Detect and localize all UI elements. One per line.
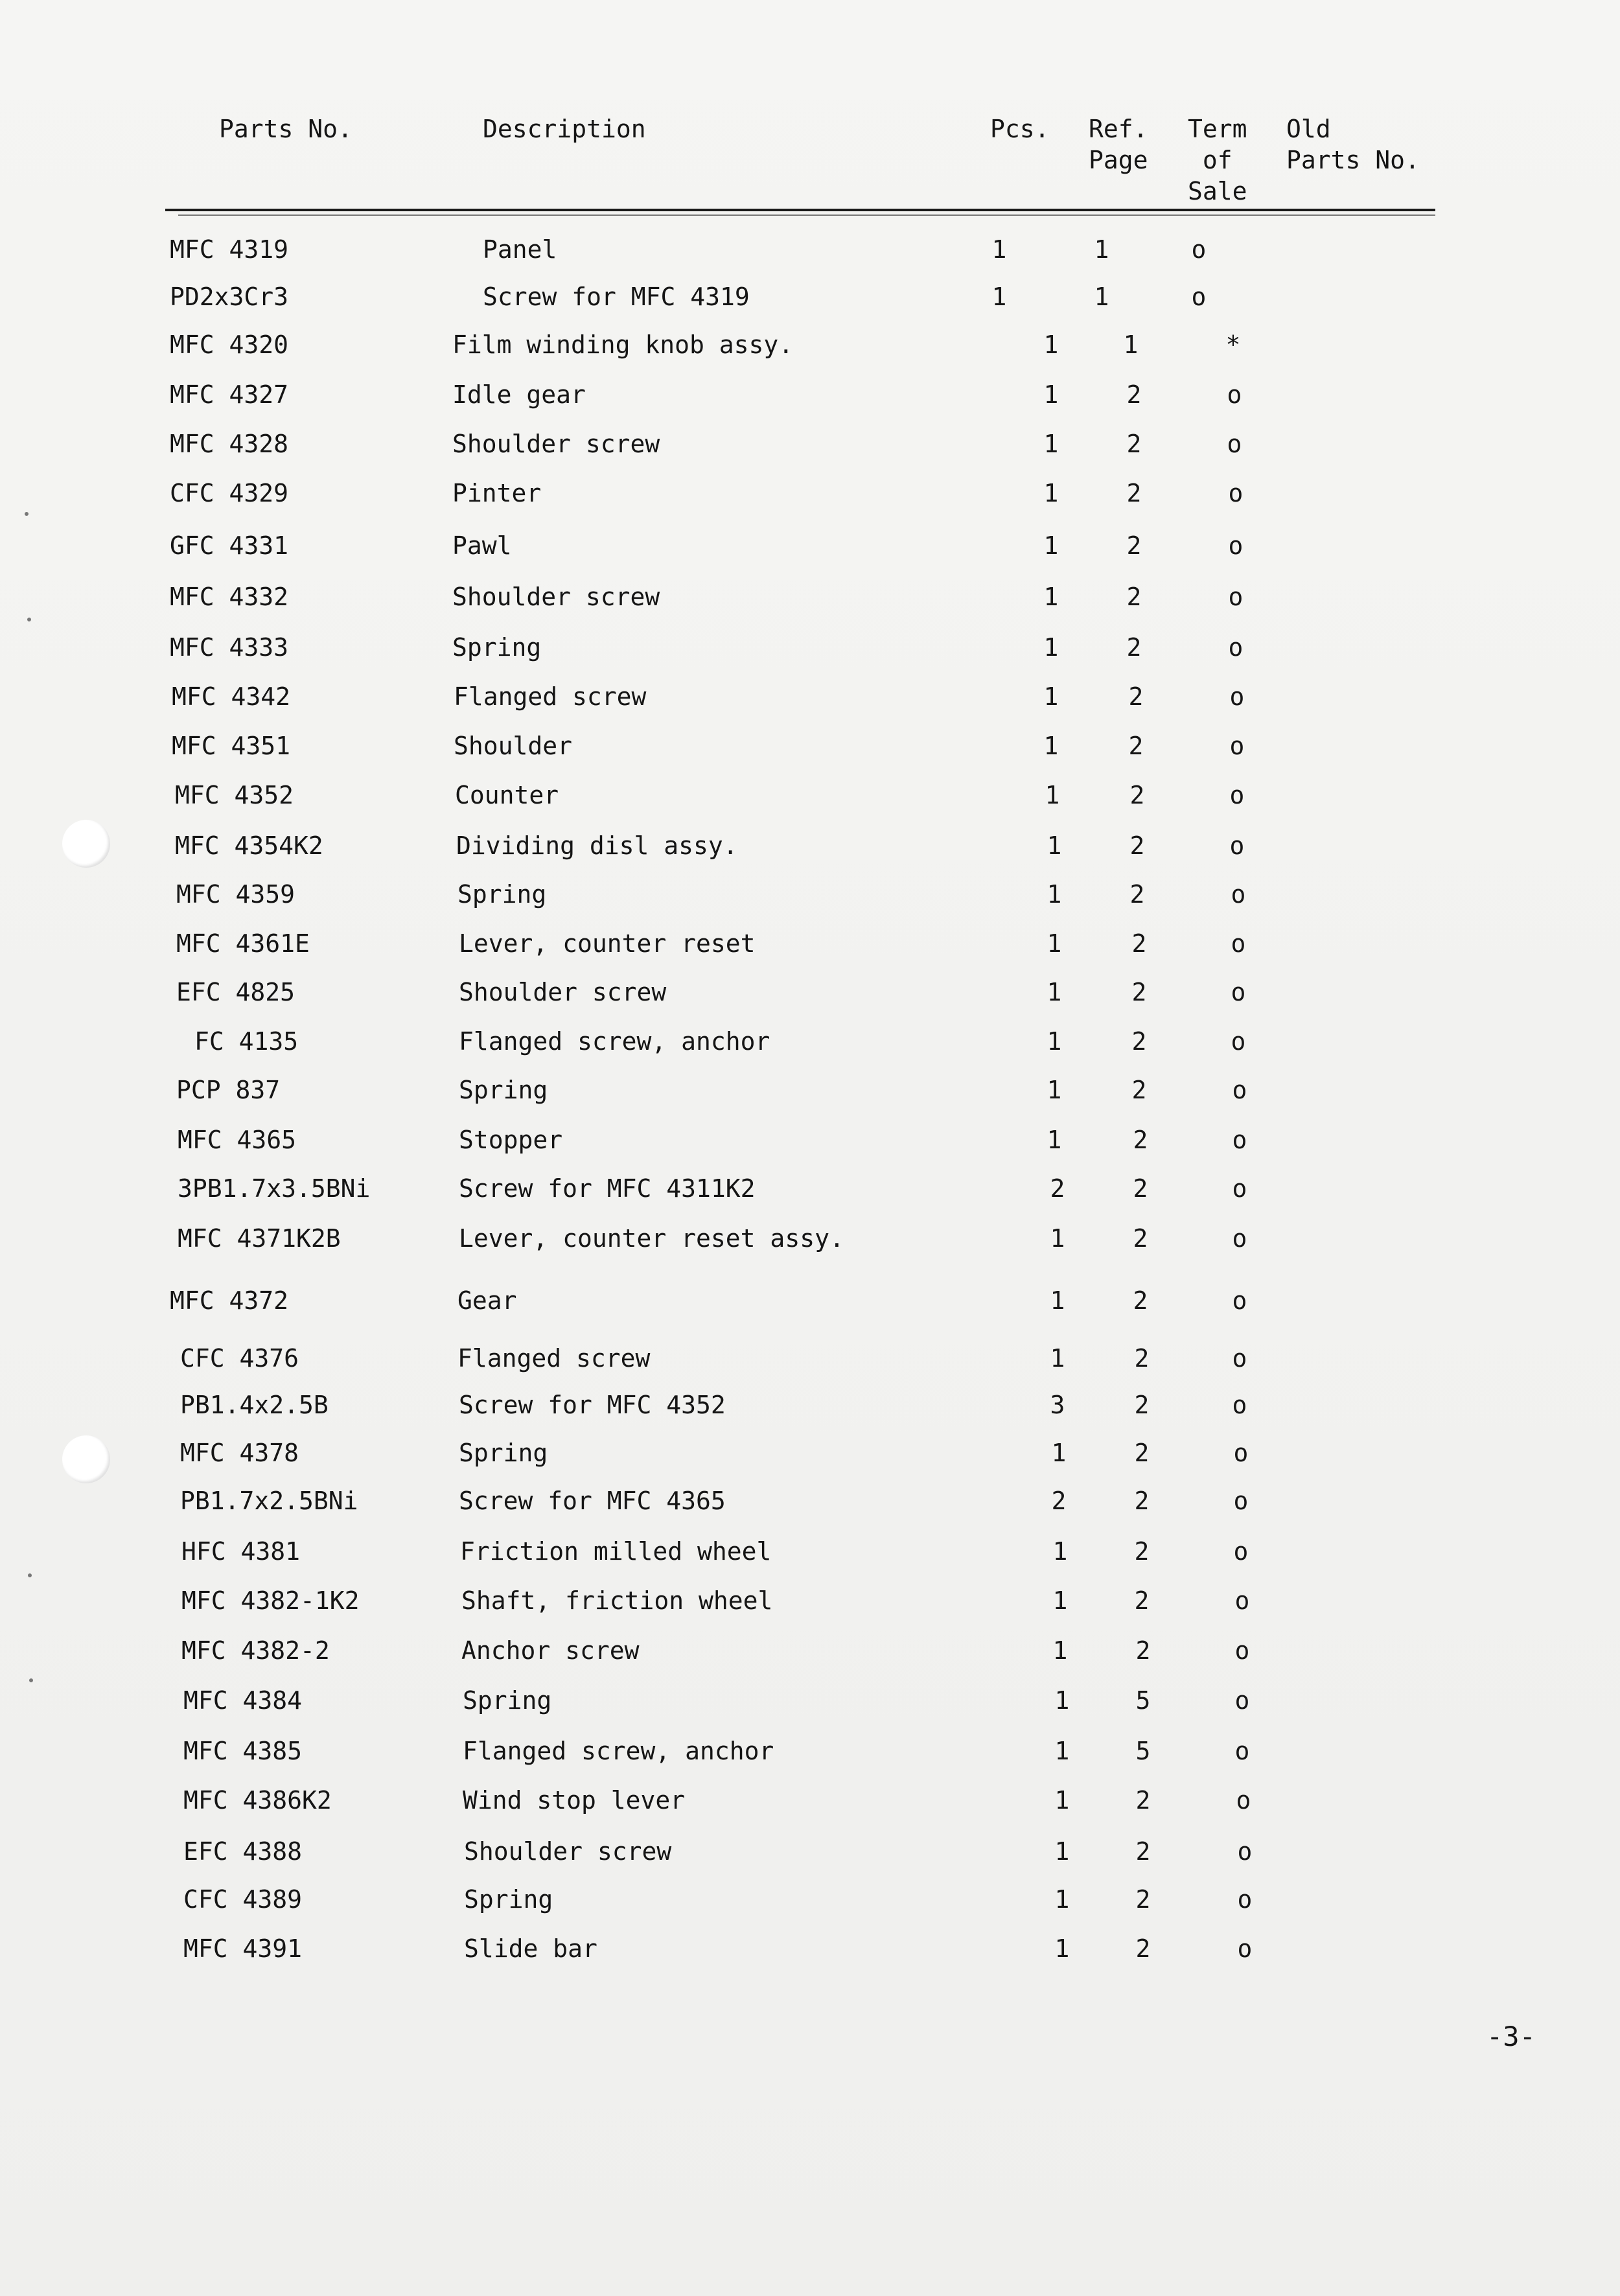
parts-no: MFC 4386K2 bbox=[183, 1786, 332, 1815]
parts-no: MFC 4333 bbox=[170, 633, 289, 662]
term-of-sale: o bbox=[1191, 283, 1207, 311]
parts-no: GFC 4331 bbox=[170, 531, 289, 560]
description: Counter bbox=[455, 781, 559, 809]
header-ref-line2: Page bbox=[1089, 146, 1148, 174]
table-row bbox=[0, 826, 1620, 865]
parts-no: PB1.7x2.5BNi bbox=[180, 1487, 358, 1515]
ref-page: 2 bbox=[1128, 732, 1144, 760]
table-row bbox=[0, 1631, 1620, 1670]
pcs: 1 bbox=[1043, 583, 1059, 611]
parts-no: MFC 4352 bbox=[175, 781, 294, 809]
pcs: 1 bbox=[1050, 1286, 1065, 1315]
ref-page: 2 bbox=[1133, 1286, 1148, 1315]
description: Shoulder screw bbox=[452, 583, 660, 611]
header-description-text: Description bbox=[483, 115, 646, 143]
term-of-sale: o bbox=[1231, 978, 1246, 1006]
parts-no: CFC 4329 bbox=[170, 479, 289, 507]
ref-page: 2 bbox=[1135, 1934, 1151, 1963]
ref-page: 2 bbox=[1134, 1439, 1150, 1467]
table-row bbox=[0, 1219, 1620, 1258]
header-parts-no bbox=[219, 113, 353, 145]
parts-no: MFC 4385 bbox=[183, 1737, 303, 1765]
ref-page: 2 bbox=[1133, 1174, 1148, 1203]
pcs: 1 bbox=[1043, 330, 1059, 359]
parts-no: MFC 4320 bbox=[170, 330, 289, 359]
term-of-sale: o bbox=[1234, 1737, 1250, 1765]
term-of-sale: o bbox=[1232, 1344, 1247, 1373]
table-row bbox=[0, 726, 1620, 765]
term-of-sale: o bbox=[1233, 1439, 1249, 1467]
description: Anchor screw bbox=[461, 1636, 640, 1665]
pcs: 1 bbox=[991, 235, 1007, 264]
term-of-sale: o bbox=[1234, 1636, 1250, 1665]
table-row bbox=[0, 1880, 1620, 1919]
description: Flanged screw bbox=[454, 682, 647, 711]
table-row bbox=[0, 1071, 1620, 1109]
term-of-sale: o bbox=[1227, 430, 1242, 458]
term-of-sale: o bbox=[1232, 1286, 1247, 1315]
table-row bbox=[0, 973, 1620, 1012]
parts-no: MFC 4354K2 bbox=[175, 831, 323, 860]
ref-page: 2 bbox=[1129, 880, 1145, 909]
description: Pawl bbox=[452, 531, 512, 560]
description: Spring bbox=[459, 1439, 548, 1467]
term-of-sale: o bbox=[1228, 633, 1244, 662]
description: Spring bbox=[459, 1076, 548, 1104]
table-row bbox=[0, 1281, 1620, 1320]
table-row bbox=[0, 924, 1620, 963]
description: Spring bbox=[463, 1686, 552, 1715]
description: Flanged screw, anchor bbox=[459, 1027, 770, 1056]
pcs: 1 bbox=[1054, 1686, 1070, 1715]
ref-page: 2 bbox=[1134, 1537, 1150, 1566]
term-of-sale: o bbox=[1232, 1391, 1247, 1419]
pcs: 1 bbox=[1054, 1934, 1070, 1963]
header-term-of-sale bbox=[1188, 113, 1247, 207]
table-row bbox=[0, 1581, 1620, 1620]
ref-page: 2 bbox=[1134, 1391, 1150, 1419]
parts-no: CFC 4389 bbox=[183, 1885, 303, 1914]
ref-page: 2 bbox=[1131, 929, 1147, 958]
table-row bbox=[0, 776, 1620, 815]
pcs: 1 bbox=[1043, 380, 1059, 409]
description: Friction milled wheel bbox=[460, 1537, 772, 1566]
term-of-sale: o bbox=[1229, 732, 1245, 760]
scan-mark bbox=[29, 1678, 33, 1682]
table-row bbox=[0, 1169, 1620, 1208]
pcs: 1 bbox=[1047, 1076, 1062, 1104]
header-parts-no-text: Parts No. bbox=[219, 115, 353, 143]
pcs: 1 bbox=[1052, 1636, 1068, 1665]
ref-page: 2 bbox=[1128, 682, 1144, 711]
description: Spring bbox=[464, 1885, 553, 1914]
parts-no: MFC 4382-1K2 bbox=[181, 1586, 360, 1615]
ref-page: 2 bbox=[1126, 633, 1142, 662]
pcs: 2 bbox=[1051, 1487, 1067, 1515]
parts-no: MFC 4378 bbox=[180, 1439, 299, 1467]
term-of-sale: o bbox=[1236, 1786, 1251, 1815]
pcs: 1 bbox=[1050, 1224, 1065, 1253]
pcs: 1 bbox=[1047, 1126, 1062, 1154]
table-row bbox=[0, 325, 1620, 364]
table-row bbox=[0, 1532, 1620, 1571]
ref-page: 1 bbox=[1094, 235, 1109, 264]
table-row bbox=[0, 1929, 1620, 1968]
header-term-line3: Sale bbox=[1188, 177, 1247, 205]
term-of-sale: o bbox=[1231, 880, 1246, 909]
table-row bbox=[0, 1339, 1620, 1378]
header-description bbox=[483, 113, 646, 145]
parts-no: MFC 4371K2B bbox=[178, 1224, 341, 1253]
parts-no: CFC 4376 bbox=[180, 1344, 299, 1373]
pcs: 1 bbox=[1043, 633, 1059, 662]
term-of-sale: o bbox=[1229, 781, 1245, 809]
description: Spring bbox=[457, 880, 547, 909]
page-number: -3- bbox=[1487, 2021, 1536, 2052]
description: Wind stop lever bbox=[463, 1786, 686, 1815]
ref-page: 2 bbox=[1134, 1586, 1150, 1615]
description: Lever, counter reset assy. bbox=[459, 1224, 844, 1253]
description: Idle gear bbox=[452, 380, 586, 409]
term-of-sale: o bbox=[1234, 1586, 1250, 1615]
description: Film winding knob assy. bbox=[452, 330, 794, 359]
description: Spring bbox=[452, 633, 542, 662]
parts-no: EFC 4388 bbox=[183, 1837, 303, 1866]
pcs: 1 bbox=[1045, 781, 1060, 809]
parts-no: MFC 4365 bbox=[178, 1126, 297, 1154]
description: Panel bbox=[483, 235, 557, 264]
table-row bbox=[0, 474, 1620, 513]
parts-no: MFC 4359 bbox=[176, 880, 295, 909]
ref-page: 2 bbox=[1129, 781, 1145, 809]
pcs: 1 bbox=[1054, 1885, 1070, 1914]
ref-page: 5 bbox=[1135, 1686, 1151, 1715]
description: Pinter bbox=[452, 479, 542, 507]
header-term-line2: of bbox=[1202, 146, 1232, 174]
table-row bbox=[0, 424, 1620, 463]
table-row bbox=[0, 1433, 1620, 1472]
pcs: 1 bbox=[991, 283, 1007, 311]
description: Shoulder bbox=[454, 732, 573, 760]
header-ref-page bbox=[1089, 113, 1148, 176]
pcs: 1 bbox=[1054, 1786, 1070, 1815]
description: Screw for MFC 4352 bbox=[459, 1391, 726, 1419]
term-of-sale: o bbox=[1228, 583, 1244, 611]
pcs: 1 bbox=[1047, 978, 1062, 1006]
punch-hole bbox=[62, 1435, 110, 1483]
pcs: 1 bbox=[1051, 1439, 1067, 1467]
pcs: 3 bbox=[1050, 1391, 1065, 1419]
table-row bbox=[0, 875, 1620, 914]
parts-no: MFC 4372 bbox=[170, 1286, 289, 1315]
ref-page: 2 bbox=[1135, 1636, 1151, 1665]
term-of-sale: o bbox=[1227, 380, 1242, 409]
term-of-sale: o bbox=[1229, 831, 1245, 860]
description: Screw for MFC 4319 bbox=[483, 283, 750, 311]
parts-no: MFC 4332 bbox=[170, 583, 289, 611]
description: Flanged screw, anchor bbox=[463, 1737, 774, 1765]
table-row bbox=[0, 1481, 1620, 1520]
ref-page: 2 bbox=[1126, 479, 1142, 507]
parts-no: PCP 837 bbox=[176, 1076, 281, 1104]
parts-no: EFC 4825 bbox=[176, 978, 295, 1006]
parts-no: MFC 4361E bbox=[176, 929, 310, 958]
table-row bbox=[0, 1022, 1620, 1061]
table-row bbox=[0, 277, 1620, 316]
description: Dividing disl assy. bbox=[456, 831, 738, 860]
term-of-sale: o bbox=[1237, 1837, 1253, 1866]
pcs: 1 bbox=[1050, 1344, 1065, 1373]
parts-no: PD2x3Cr3 bbox=[170, 283, 289, 311]
header-old-parts-no bbox=[1286, 113, 1420, 176]
ref-page: 2 bbox=[1134, 1344, 1150, 1373]
term-of-sale: o bbox=[1237, 1885, 1253, 1914]
table-row bbox=[0, 1386, 1620, 1424]
scan-mark bbox=[27, 618, 31, 621]
parts-no: MFC 4384 bbox=[183, 1686, 303, 1715]
parts-no: MFC 4327 bbox=[170, 380, 289, 409]
pcs: 1 bbox=[1047, 831, 1062, 860]
header-rule bbox=[165, 209, 1435, 211]
header-rule-shadow bbox=[178, 215, 1435, 216]
header-old-line2: Parts No. bbox=[1286, 146, 1420, 174]
table-row bbox=[0, 375, 1620, 414]
term-of-sale: o bbox=[1231, 1027, 1246, 1056]
term-of-sale: o bbox=[1228, 479, 1244, 507]
table-row bbox=[0, 526, 1620, 565]
table-row bbox=[0, 628, 1620, 667]
term-of-sale: o bbox=[1232, 1126, 1247, 1154]
pcs: 1 bbox=[1052, 1586, 1068, 1615]
description: Shoulder screw bbox=[459, 978, 667, 1006]
term-of-sale: o bbox=[1234, 1686, 1250, 1715]
ref-page: 2 bbox=[1126, 430, 1142, 458]
pcs: 2 bbox=[1050, 1174, 1065, 1203]
term-of-sale: o bbox=[1232, 1174, 1247, 1203]
table-row bbox=[0, 1832, 1620, 1871]
ref-page: 2 bbox=[1131, 1027, 1147, 1056]
table-row bbox=[0, 677, 1620, 716]
header-pcs bbox=[990, 113, 1050, 145]
table-row bbox=[0, 1732, 1620, 1770]
ref-page: 2 bbox=[1126, 531, 1142, 560]
table-row bbox=[0, 1681, 1620, 1720]
header-term-line1: Term bbox=[1188, 115, 1247, 143]
description: Shaft, friction wheel bbox=[461, 1586, 773, 1615]
table-row bbox=[0, 1781, 1620, 1820]
term-of-sale: o bbox=[1231, 929, 1246, 958]
pcs: 1 bbox=[1043, 732, 1059, 760]
parts-no: HFC 4381 bbox=[181, 1537, 301, 1566]
description: Shoulder screw bbox=[452, 430, 660, 458]
ref-page: 1 bbox=[1094, 283, 1109, 311]
pcs: 1 bbox=[1052, 1537, 1068, 1566]
parts-no: MFC 4342 bbox=[172, 682, 291, 711]
ref-page: 2 bbox=[1131, 1076, 1147, 1104]
pcs: 1 bbox=[1047, 880, 1062, 909]
pcs: 1 bbox=[1047, 929, 1062, 958]
ref-page: 2 bbox=[1129, 831, 1145, 860]
term-of-sale: o bbox=[1232, 1224, 1247, 1253]
parts-no: MFC 4328 bbox=[170, 430, 289, 458]
term-of-sale: o bbox=[1191, 235, 1207, 264]
ref-page: 2 bbox=[1133, 1224, 1148, 1253]
table-row bbox=[0, 1120, 1620, 1159]
ref-page: 2 bbox=[1133, 1126, 1148, 1154]
ref-page: 1 bbox=[1123, 330, 1139, 359]
parts-no: MFC 4351 bbox=[172, 732, 291, 760]
ref-page: 2 bbox=[1126, 583, 1142, 611]
pcs: 1 bbox=[1043, 479, 1059, 507]
ref-page: 2 bbox=[1135, 1885, 1151, 1914]
header-old-line1: Old bbox=[1286, 115, 1331, 143]
header-ref-line1: Ref. bbox=[1089, 115, 1148, 143]
parts-no: MFC 4391 bbox=[183, 1934, 303, 1963]
description: Lever, counter reset bbox=[459, 929, 756, 958]
pcs: 1 bbox=[1054, 1837, 1070, 1866]
pcs: 1 bbox=[1043, 682, 1059, 711]
description: Stopper bbox=[459, 1126, 563, 1154]
pcs: 1 bbox=[1047, 1027, 1062, 1056]
term-of-sale: o bbox=[1237, 1934, 1253, 1963]
ref-page: 2 bbox=[1131, 978, 1147, 1006]
description: Screw for MFC 4311K2 bbox=[459, 1174, 756, 1203]
parts-no: PB1.4x2.5B bbox=[180, 1391, 329, 1419]
ref-page: 2 bbox=[1135, 1837, 1151, 1866]
ref-page: 5 bbox=[1135, 1737, 1151, 1765]
description: Shoulder screw bbox=[464, 1837, 672, 1866]
term-of-sale: o bbox=[1233, 1487, 1249, 1515]
description: Screw for MFC 4365 bbox=[459, 1487, 726, 1515]
ref-page: 2 bbox=[1135, 1786, 1151, 1815]
pcs: 1 bbox=[1043, 430, 1059, 458]
term-of-sale: * bbox=[1225, 330, 1241, 359]
parts-no: MFC 4319 bbox=[170, 235, 289, 264]
ref-page: 2 bbox=[1134, 1487, 1150, 1515]
scan-mark bbox=[25, 512, 29, 516]
description: Slide bar bbox=[464, 1934, 597, 1963]
scan-mark bbox=[28, 1573, 32, 1577]
pcs: 1 bbox=[1054, 1737, 1070, 1765]
ref-page: 2 bbox=[1126, 380, 1142, 409]
parts-no: 3PB1.7x3.5BNi bbox=[178, 1174, 371, 1203]
term-of-sale: o bbox=[1233, 1537, 1249, 1566]
table-row bbox=[0, 230, 1620, 269]
term-of-sale: o bbox=[1232, 1076, 1247, 1104]
header-pcs-text: Pcs. bbox=[990, 115, 1050, 143]
pcs: 1 bbox=[1043, 531, 1059, 560]
punch-hole bbox=[62, 820, 110, 868]
description: Flanged screw bbox=[457, 1344, 651, 1373]
term-of-sale: o bbox=[1228, 531, 1244, 560]
table-row bbox=[0, 577, 1620, 616]
term-of-sale: o bbox=[1229, 682, 1245, 711]
parts-no: MFC 4382-2 bbox=[181, 1636, 330, 1665]
description: Gear bbox=[457, 1286, 517, 1315]
parts-no: FC 4135 bbox=[194, 1027, 299, 1056]
